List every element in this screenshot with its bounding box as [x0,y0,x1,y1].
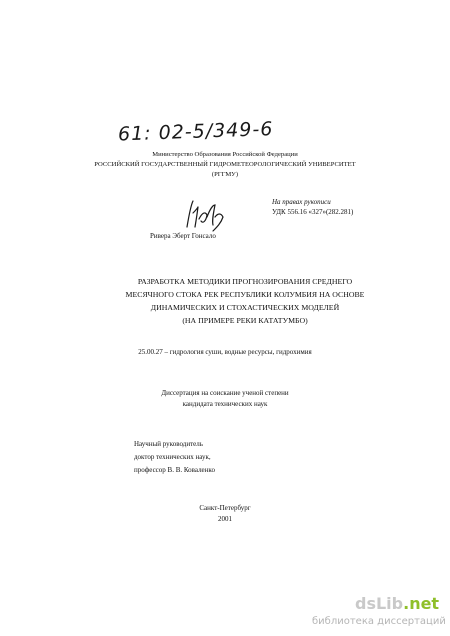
degree-line-1: Диссертация на соискание ученой степени [161,389,289,397]
title-line: РАЗРАБОТКА МЕТОДИКИ ПРОГНОЗИРОВАНИЯ СРЕДНЕГО [137,277,353,286]
title-line: (НА ПРИМЕРЕ РЕКИ КАТАТУМБО) [182,316,308,325]
supervisor-block [134,438,215,477]
manuscript-rights-label: На правах рукописи [272,198,331,206]
title-line: МЕСЯЧНОГО СТОКА РЕК РЕСПУБЛИКИ КОЛУМБИЯ НА ОСНОВЕ [125,290,365,299]
supervisor-label: Научный руководитель [134,440,203,448]
year: 2001 [218,515,232,523]
university-abbreviation: (РГГМУ) [211,171,239,178]
city: Санкт-Петербург [199,504,251,512]
watermark-logo-main: dsLib [355,594,404,613]
title-line: ДИНАМИЧЕСКИХ И СТОХАСТИЧЕСКИХ МОДЕЛЕЙ [150,303,340,312]
dissertation-title [95,275,395,327]
watermark-subtitle: библиотека диссертаций [312,616,446,627]
degree-line-2: кандидата технических наук [182,400,268,408]
ministry-name: Министерство Образования Российской Федерации [152,151,298,158]
supervisor-name: профессор В. В. Коваленко [134,466,215,474]
watermark [300,594,450,634]
author-signature [183,197,229,235]
udk-code: УДК 556.16 «327»(282.281) [272,208,354,216]
author-name: Ривера Эберт Гонсало [150,232,216,240]
watermark-logo-tld: .net [403,594,440,613]
watermark-logo [355,594,439,613]
university-name: РОССИЙСКИЙ ГОСУДАРСТВЕННЫЙ ГИДРОМЕТЕОРОЛОГИЧЕСКИЙ УНИВЕРСИТЕТ [94,161,356,168]
handwritten-registration-number: 61: 02-5/349-6 [117,118,274,146]
specialty-code: 25.00.27 – гидрология суши, водные ресурсы, гидрохимия [138,348,312,356]
supervisor-degree: доктор технических наук, [134,453,211,461]
city-year-block [0,503,450,525]
